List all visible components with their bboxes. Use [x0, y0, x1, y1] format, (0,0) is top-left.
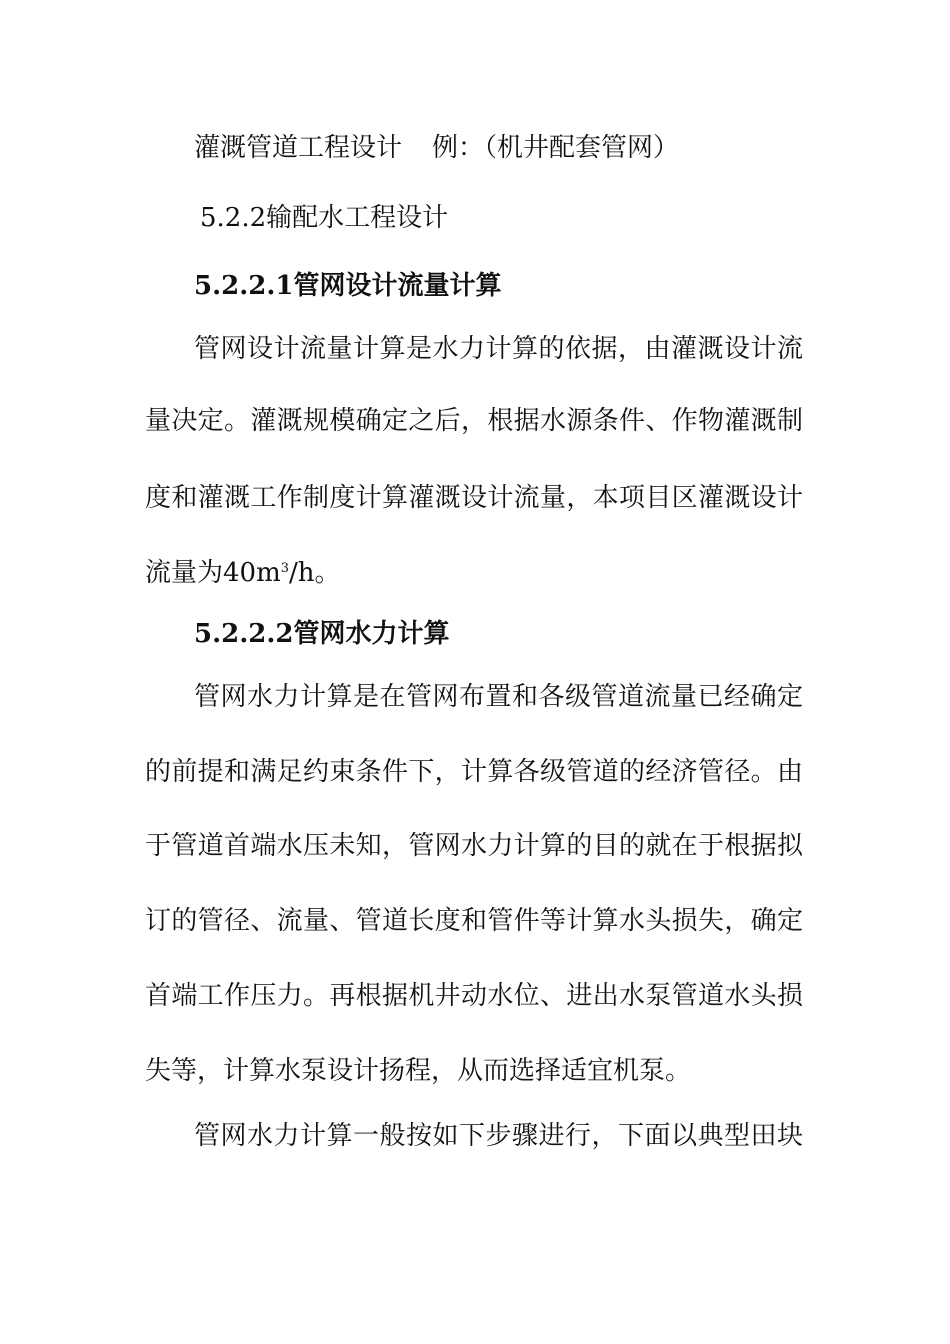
flow-text: 流量为40m	[145, 558, 281, 588]
paragraph-line: 的前提和满足约束条件下，计算各级管道的经济管径。由	[145, 757, 803, 787]
paragraph-line: 管网水力计算一般按如下步骤进行，下面以典型田块	[194, 1121, 803, 1151]
subsection-heading-2: 5.2.2.2管网水力计算	[194, 619, 450, 649]
document-title-line	[194, 132, 679, 164]
flow-superscript: 3	[280, 561, 290, 576]
subsection-heading-1: 5.2.2.1管网设计流量计算	[194, 271, 502, 301]
paragraph-line: 于管道首端水压未知，管网水力计算的目的就在于根据拟	[145, 831, 803, 861]
paragraph-line: 失等，计算水泵设计扬程，从而选择适宜机泵。	[145, 1056, 692, 1086]
paragraph-line: 订的管径、流量、管道长度和管件等计算水头损失，确定	[145, 906, 803, 936]
paragraph-line: 管网设计流量计算是水力计算的依据，由灌溉设计流	[194, 334, 803, 364]
paragraph-line: 首端工作压力。再根据机井动水位、进出水泵管道水头损	[145, 981, 803, 1011]
paragraph-line: 度和灌溉工作制度计算灌溉设计流量，本项目区灌溉设计	[145, 483, 803, 513]
paragraph-line: 管网水力计算是在管网布置和各级管道流量已经确定	[194, 682, 803, 712]
paragraph-line: 量决定。灌溉规模确定之后，根据水源条件、作物灌溉制	[145, 406, 803, 436]
section-heading: 5.2.2输配水工程设计	[200, 203, 449, 233]
document-title: 灌溉管道工程设计	[194, 133, 403, 163]
document-example-note: 例：（机井配套管网）	[432, 133, 680, 163]
paragraph-line-flow	[145, 557, 341, 589]
flow-unit: /h。	[289, 558, 341, 588]
